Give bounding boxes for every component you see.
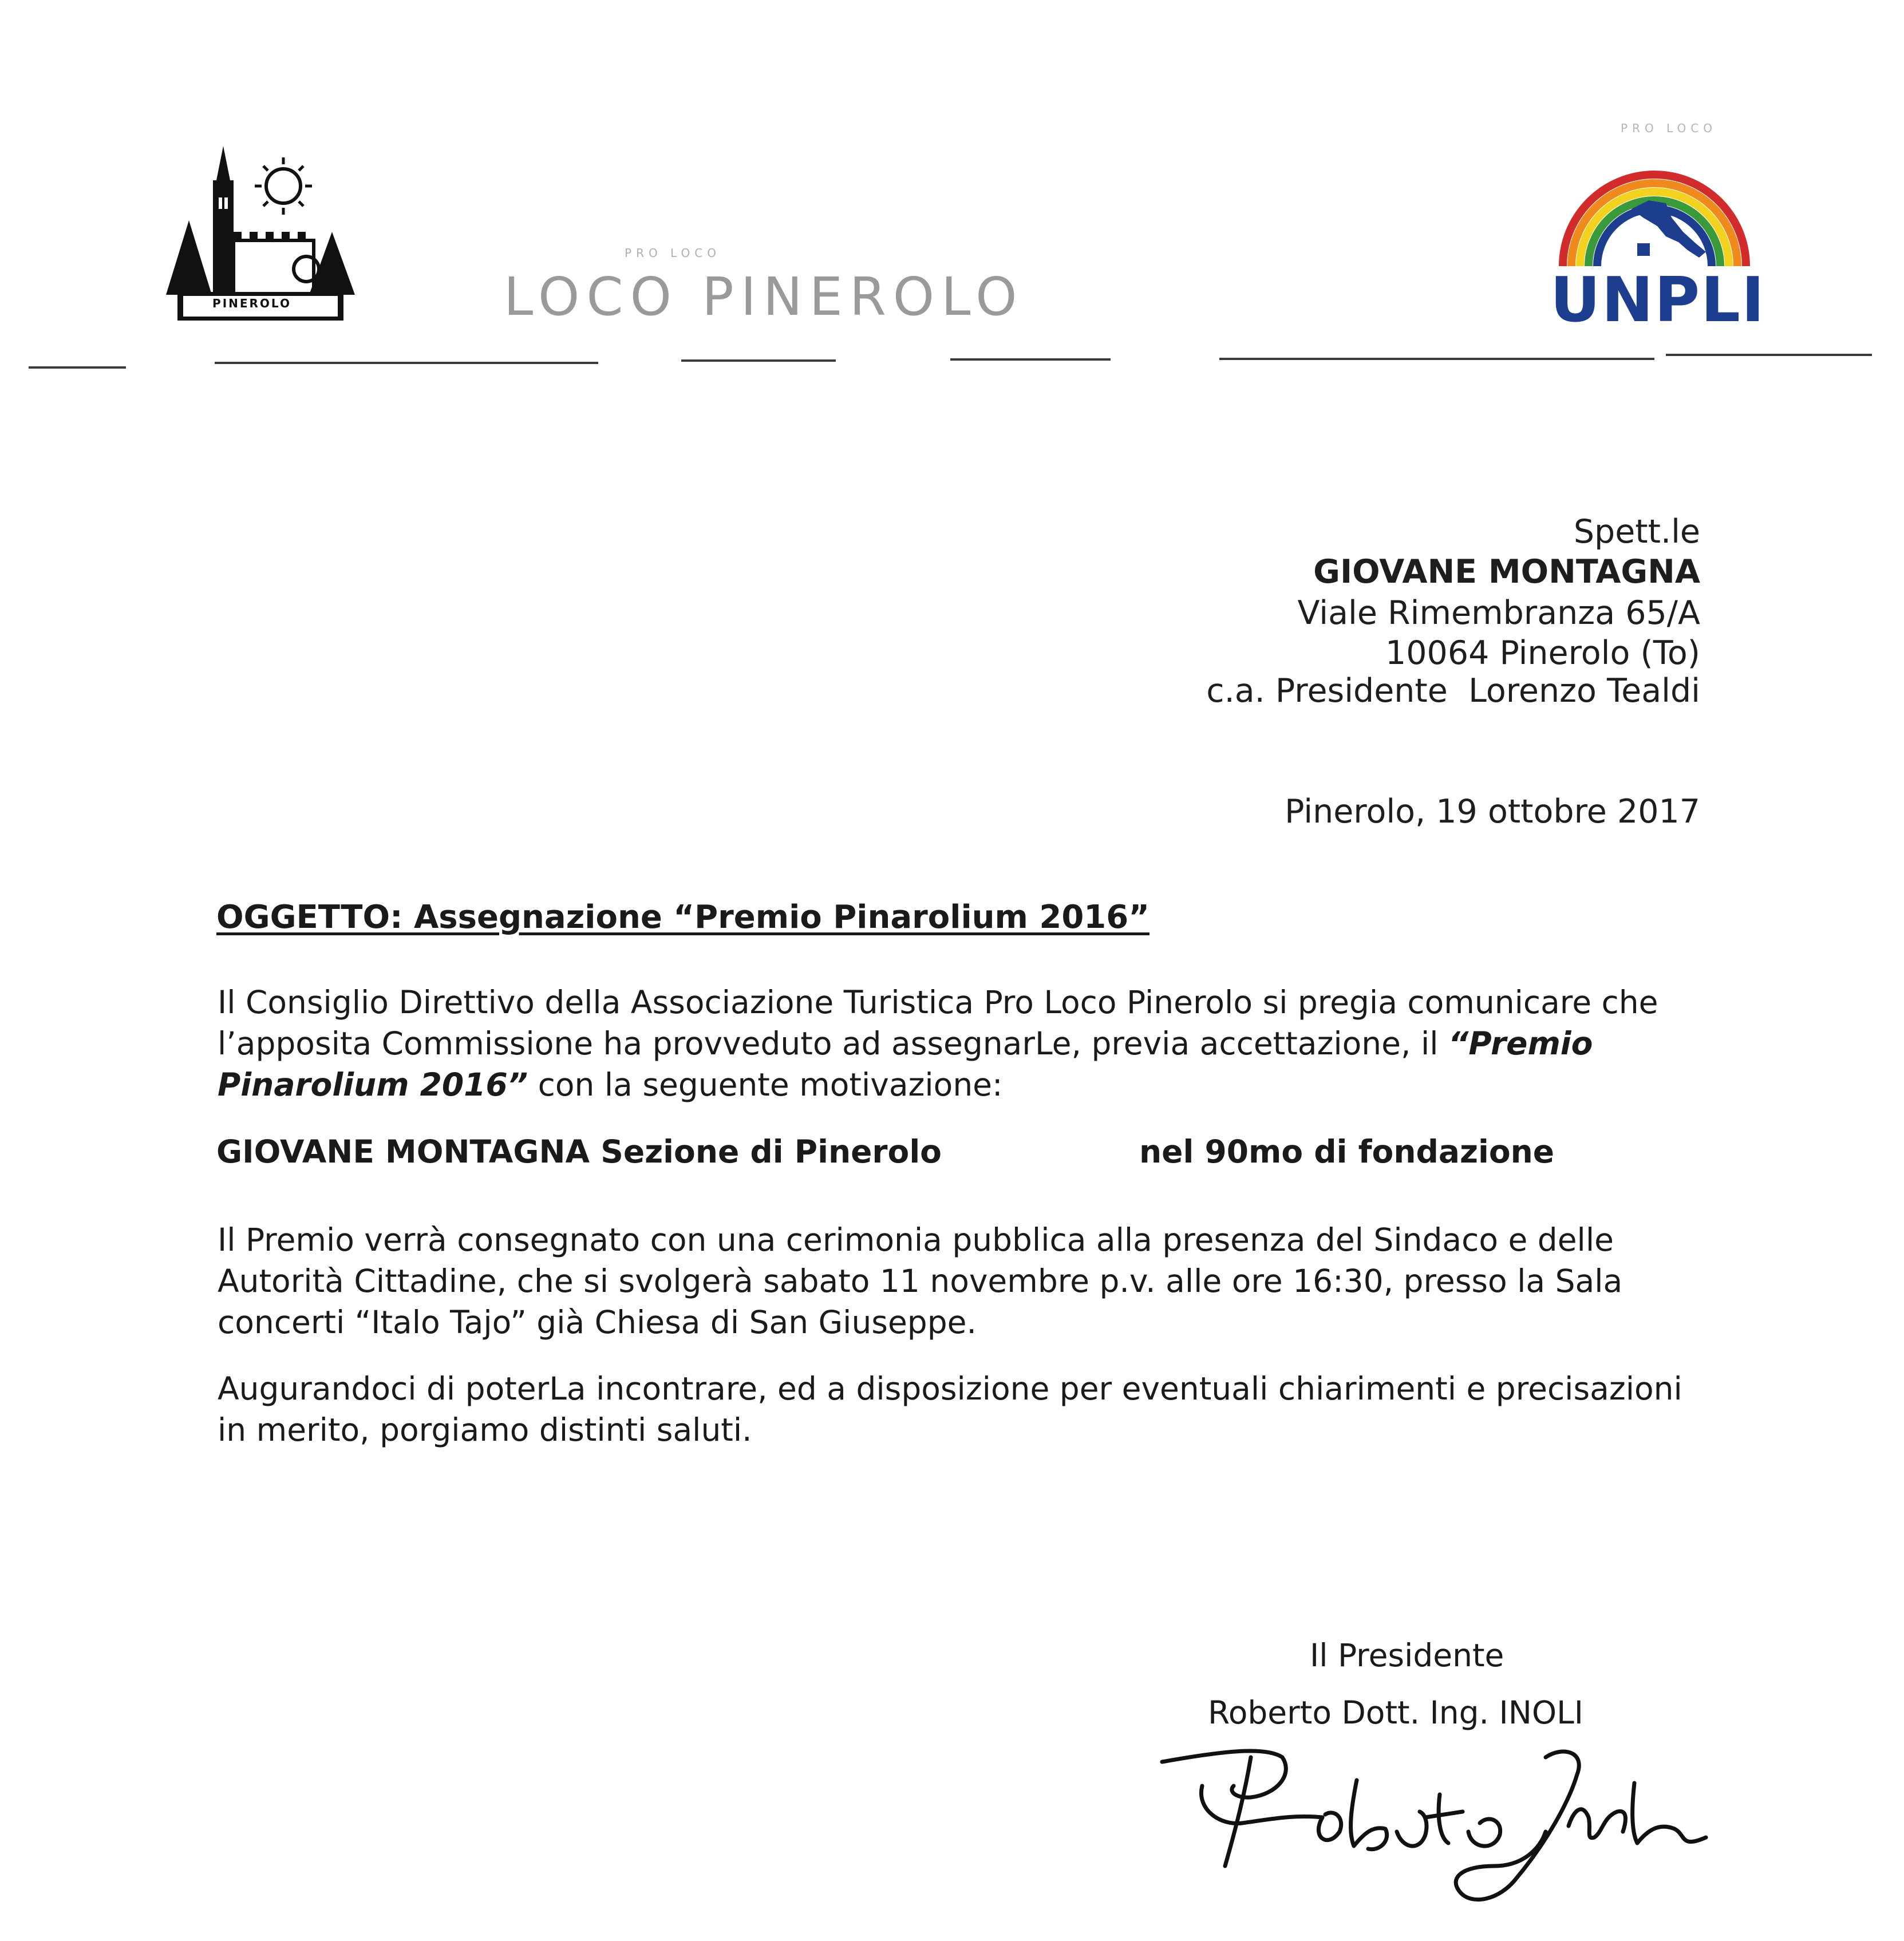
recipient-city: 10064 Pinerolo (To) [1385, 634, 1700, 672]
org-name-small: PRO LOCO [625, 246, 721, 260]
motivation-recipient: GIOVANE MONTAGNA Sezione di Pinerolo [216, 1133, 942, 1170]
paragraph-line: Augurandoci di poterLa incontrare, ed a disposizione per eventuali chiarimenti e precisazioni [218, 1370, 1682, 1407]
unpli-wordmark: UNPLI [1550, 264, 1766, 336]
header-rule [1219, 358, 1654, 360]
paragraph-line [218, 1064, 1706, 1105]
award-name: Pinarolium 2016” [218, 1066, 528, 1103]
recipient-name: GIOVANE MONTAGNA [1313, 553, 1700, 591]
paragraph-text: l’apposita Commissione ha provveduto ad assegnarLe, previa accettazione, il [218, 1025, 1448, 1062]
header-rule [29, 366, 126, 369]
award-name: “Premio [1448, 1025, 1593, 1062]
recipient-street: Viale Rimembranza 65/A [1297, 594, 1700, 632]
paragraph-line [218, 1023, 1706, 1064]
subject-line: OGGETTO: Assegnazione “Premio Pinarolium 2016” [216, 899, 1150, 936]
paragraph-text: con la seguente motivazione: [528, 1066, 1003, 1103]
paragraph-line: Il Consiglio Direttivo della Associazione Turistica Pro Loco Pinerolo si pregia comunicare che [218, 984, 1658, 1021]
closing-paragraph [218, 1368, 1706, 1450]
motivation-reason: nel 90mo di fondazione [1139, 1133, 1555, 1170]
paragraph-line: Autorità Cittadine, che si svolgerà sabato 11 novembre p.v. alle ore 16:30, presso la Sala [218, 1263, 1623, 1299]
header-rule [1666, 354, 1872, 356]
org-name: LOCO PINEROLO [504, 266, 1024, 327]
paragraph-line: Il Premio verrà consegnato con una cerimonia pubblica alla presenza del Sindaco e delle [218, 1221, 1614, 1258]
handwritten-signature [1151, 1694, 1723, 1912]
logo-caption: PINEROLO [212, 297, 291, 310]
signer-role: Il Presidente [1310, 1637, 1504, 1674]
unpli-logo-caption: PRO LOCO [1621, 121, 1717, 135]
header-rule [215, 362, 598, 364]
paragraph-line: concerti “Italo Tajo” già Chiesa di San Giuseppe. [218, 1304, 977, 1341]
intro-paragraph [218, 982, 1706, 1105]
header-rule [681, 359, 836, 362]
paragraph-line: in merito, porgiamo distinti saluti. [218, 1412, 752, 1448]
ceremony-paragraph [218, 1219, 1706, 1343]
recipient-attention: c.a. Presidente Lorenzo Tealdi [1206, 672, 1700, 710]
recipient-salutation: Spett.le [1573, 513, 1700, 551]
date-line: Pinerolo, 19 ottobre 2017 [1285, 793, 1700, 831]
signer-name: Roberto Dott. Ing. INOLI [1208, 1694, 1584, 1731]
header-rule [950, 358, 1111, 361]
